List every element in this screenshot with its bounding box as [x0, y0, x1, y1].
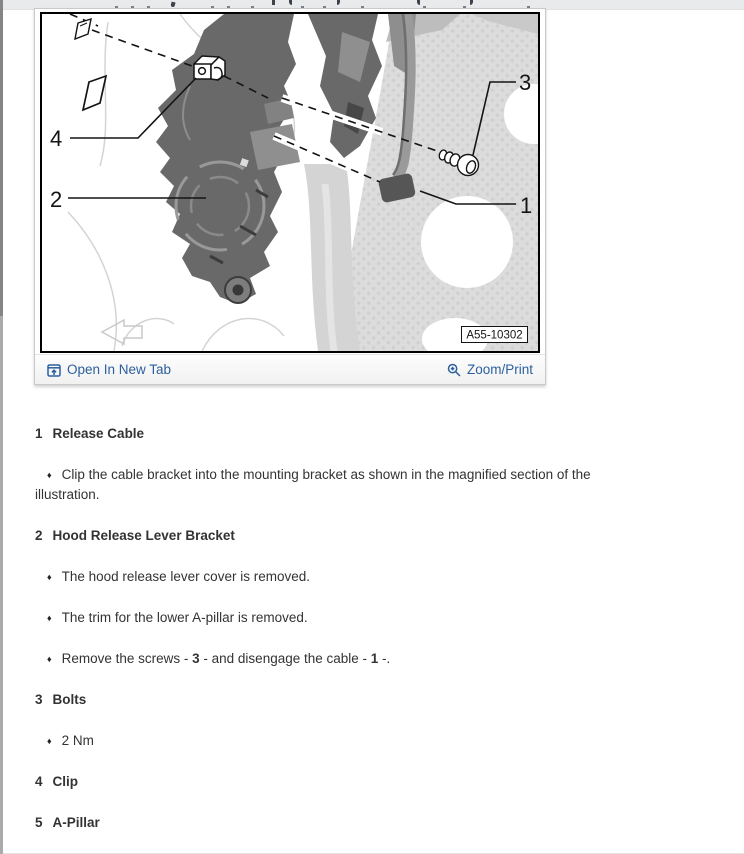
pillar-hole — [421, 196, 513, 288]
bullet-text: Clip the cable bracket into the mounting bracket as shown in the magnified section of the illustration. — [35, 467, 591, 502]
open-in-new-tab-label: Open In New Tab — [67, 362, 172, 377]
left-scrollbar-thumb[interactable] — [0, 0, 3, 316]
open-in-new-tab-link[interactable] — [47, 362, 171, 377]
legend-item-number: 5 — [35, 815, 43, 830]
legend-bullet — [35, 731, 639, 751]
legend-item-4-title — [35, 772, 639, 792]
magnified-section-markers — [75, 19, 106, 110]
legend-bullet — [35, 465, 639, 505]
callout-4: 4 — [50, 126, 63, 151]
bullet-text: - and disengage the cable - — [199, 651, 371, 666]
bullet-text: The trim for the lower A-pillar is removed. — [61, 610, 308, 625]
diamond-bullet-icon: ♦ — [47, 654, 52, 664]
legend-item-5-title — [35, 813, 639, 833]
clipped-glyph-fragment — [272, 0, 275, 5]
callout-3: 3 — [519, 70, 532, 95]
figure-card — [34, 8, 546, 385]
bullet-text: -. — [378, 651, 391, 666]
bullet-text: Remove the screws - — [61, 651, 193, 666]
clipped-glyph-fragment — [337, 0, 340, 5]
legend-bullet — [35, 649, 639, 669]
bullet-text: The hood release lever cover is removed. — [61, 569, 310, 584]
legend-item-label: Clip — [52, 774, 79, 789]
diamond-bullet-icon: ♦ — [47, 572, 52, 582]
legend-item-label: Bolts — [52, 692, 87, 707]
lever-silhouette — [304, 164, 360, 351]
legend-item-2-title — [35, 526, 639, 546]
legend-item-1-title — [35, 424, 639, 444]
hood-release-diagram — [42, 14, 538, 351]
clip-part — [194, 56, 225, 80]
clipped-glyph-fragment — [470, 0, 473, 5]
legend-item-label: Release Cable — [52, 426, 145, 441]
figure-toolbar — [35, 354, 545, 384]
zoom-icon — [447, 363, 461, 377]
technical-illustration[interactable] — [40, 12, 540, 353]
legend-item-number: 2 — [35, 528, 43, 543]
legend-bullet — [35, 608, 639, 628]
legend-item-number: 1 — [35, 426, 43, 441]
clipped-glyph-fragment — [417, 0, 420, 5]
legend-item-number: 4 — [35, 774, 43, 789]
legend-item-label: Hood Release Lever Bracket — [52, 528, 235, 543]
legend-item-3-title — [35, 690, 639, 710]
diamond-bullet-icon: ♦ — [47, 613, 52, 623]
bullet-bold-ref: 1 — [370, 651, 379, 666]
open-in-new-tab-icon — [47, 363, 61, 377]
legend-item-number: 3 — [35, 692, 43, 707]
bullet-text: 2 Nm — [61, 733, 94, 748]
bullet-bold-ref: 3 — [192, 651, 200, 666]
figure-label-box — [462, 327, 528, 343]
callout-1: 1 — [520, 193, 533, 218]
figure-label: A55-10302 — [466, 329, 523, 342]
callout-2: 2 — [50, 187, 63, 212]
diamond-bullet-icon: ♦ — [47, 736, 52, 746]
legend-item-label: A-Pillar — [52, 815, 100, 830]
left-scrollbar-track[interactable] — [0, 0, 3, 854]
zoom-print-link[interactable] — [447, 362, 533, 377]
zoom-print-label: Zoom/Print — [466, 362, 533, 377]
clipped-glyph-fragment — [289, 0, 292, 5]
diamond-bullet-icon: ♦ — [47, 470, 52, 480]
legend-bullet — [35, 567, 639, 587]
clipped-glyph-fragment — [170, 2, 175, 8]
legend — [35, 424, 639, 854]
